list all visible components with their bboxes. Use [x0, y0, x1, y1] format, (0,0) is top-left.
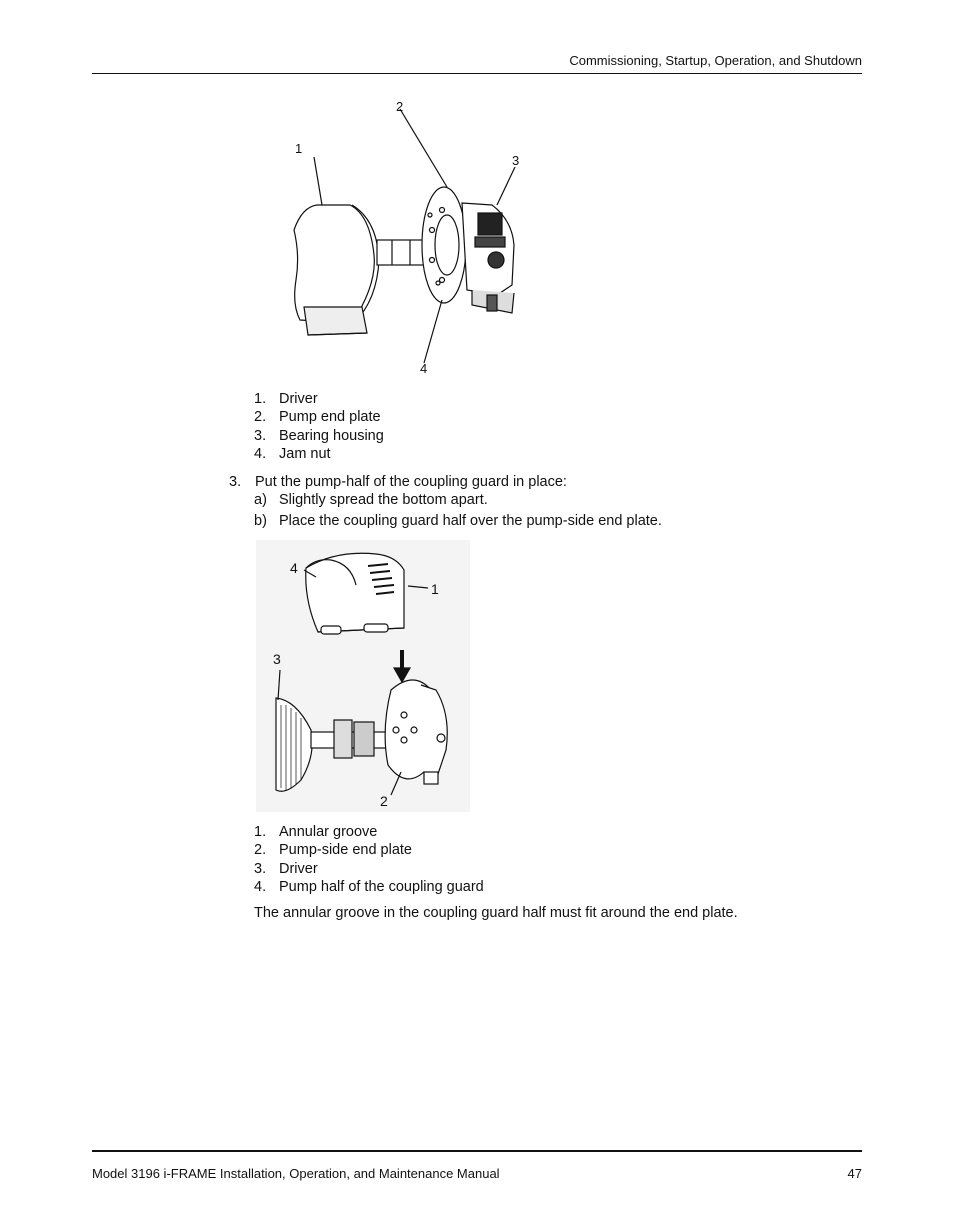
figure-driver-pump-assembly	[282, 95, 532, 380]
note-paragraph: The annular groove in the coupling guard half must fit around the end plate.	[254, 905, 738, 921]
figure-coupling-guard	[256, 540, 470, 812]
step-number: 3.	[229, 474, 242, 490]
step-text: Put the pump-half of the coupling guard in place:	[255, 474, 567, 490]
callout-2: 2	[396, 99, 404, 114]
header-rule	[92, 73, 862, 74]
footer-rule	[92, 1150, 862, 1152]
callout-1: 1	[431, 581, 439, 597]
callout-4: 4	[290, 560, 298, 576]
callout-1: 1	[295, 141, 303, 156]
callout-3: 3	[512, 153, 520, 168]
manual-title: Model 3196 i-FRAME Installation, Operation, and Maintenance Manual	[92, 1166, 500, 1181]
section-title: Commissioning, Startup, Operation, and Shutdown	[569, 53, 862, 68]
page-number: 47	[847, 1166, 862, 1181]
callout-4: 4	[420, 361, 428, 376]
callout-2: 2	[380, 793, 388, 809]
callout-3: 3	[273, 651, 281, 667]
driver-body	[294, 205, 374, 323]
